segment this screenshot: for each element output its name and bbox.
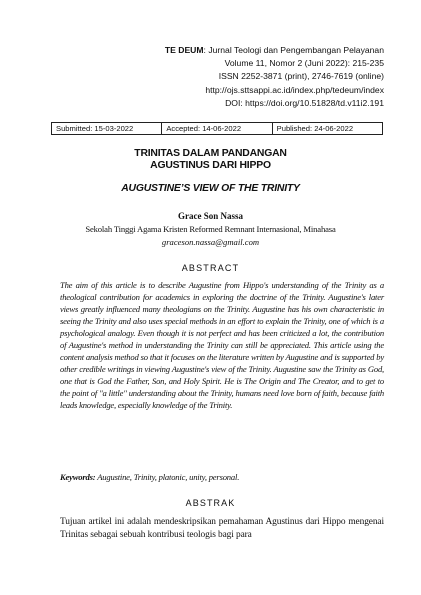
journal-header <box>84 44 384 110</box>
journal-subtitle: : Jurnal Teologi dan Pengembangan Pelayanan <box>203 45 384 55</box>
keywords-list: Augustine, Trinity, platonic, unity, personal. <box>95 472 240 482</box>
author-affiliation: Sekolah Tinggi Agama Kristen Reformed Remnant Internasional, Minahasa <box>85 224 336 234</box>
keywords-label: Keywords: <box>60 472 96 482</box>
author-email[interactable]: graceson.nassa@gmail.com <box>161 237 260 247</box>
journal-volume: Volume 11, Nomor 2 (Juni 2022): 215-235 <box>224 58 384 69</box>
journal-title-line <box>84 44 384 57</box>
keywords <box>60 472 384 482</box>
submitted-date: Submitted: 15-03-2022 <box>52 123 162 134</box>
abstract-heading: ABSTRACT <box>181 263 240 273</box>
published-date: Published: 24-06-2022 <box>276 124 354 133</box>
journal-url[interactable]: http://ojs.sttsappi.ac.id/index.php/tedeum/index <box>205 84 384 95</box>
abstrak-heading: ABSTRAK <box>185 498 236 508</box>
journal-name: TE DEUM <box>164 45 204 55</box>
article-title-english: AUGUSTINE’S VIEW OF THE TRINITY <box>121 183 300 194</box>
abstrak-text: Tujuan artikel ini adalah mendeskripsikan pemahaman Agustinus dari Hippo mengenai Trinitas sebagai sebuah kontribusi teologis bagi para <box>60 517 384 541</box>
accepted-date: Accepted: 14-06-2022 <box>162 123 272 134</box>
dates-table <box>51 122 383 135</box>
abstract-text: The aim of this article is to describe Augustine from Hippo's understanding of the Trinity as a theological contribution for academics in exploring the doctrine of the Trinity. Augustine's later views greatly influenced many theologians on the Trinity. Augustine has his own characteristic in seeing the Trinity and also uses special methods in an effort to explain the Trinity, one of which is a psychological analogy. Even though it is not perfect and has been criticized a lot, the contribution of Augustine's method in understanding the Trinity can still be appreciated. This article using the content analysis method so that it focuses on the literature written by Augustine and is supported by other credible writings in viewing Augustine's view of the Trinity. Augustine saw the Trinity as God, one that is God the Father, Son, and Holy Spirit. He is The Origin and The Creator, and to get to the point of "a little" understanding about the Trinity, humans need love born of faith, because faith leads knowledge, especially knowledge of the Trinity. <box>60 280 384 411</box>
abstrak-body <box>60 516 384 542</box>
journal-issn: ISSN 2252-3871 (print), 2746-7619 (online) <box>218 71 384 82</box>
abstract-body <box>60 279 384 412</box>
article-title-line2: AGUSTINUS DARI HIPPO <box>150 160 271 171</box>
author-name: Grace Son Nassa <box>178 211 243 221</box>
journal-doi[interactable]: DOI: https://doi.org/10.51828/td.v11i2.191 <box>225 97 384 108</box>
article-title-line1: TRINITAS DALAM PANDANGAN <box>134 148 287 159</box>
article-title <box>0 148 421 172</box>
